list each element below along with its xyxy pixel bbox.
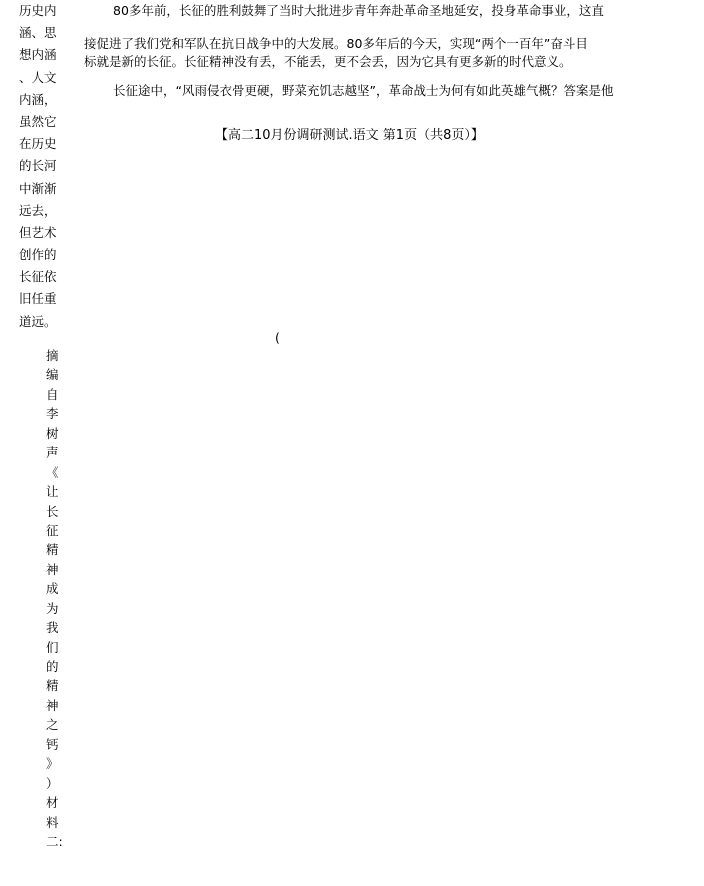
left-line: 创作的 xyxy=(19,247,57,263)
vertical-char: 我 xyxy=(46,620,59,636)
left-line: 但艺术 xyxy=(19,224,57,240)
left-line: 、人文 xyxy=(19,69,57,85)
vertical-char: 声 xyxy=(46,445,59,461)
vertical-char: 二: xyxy=(46,833,63,849)
vertical-char: 自 xyxy=(46,386,59,402)
vertical-char: 钙 xyxy=(46,736,59,752)
paragraph-line-4: 长征途中，“风雨侵衣骨更硬，野菜充饥志越坚”，革命战士为何有如此英雄气概？答案是他 xyxy=(113,83,614,98)
vertical-char: 们 xyxy=(46,639,59,655)
vertical-char: 树 xyxy=(46,425,59,441)
page-footer: 【高二10月份调研测试.语文 第1页（共8页）】 xyxy=(215,128,484,143)
left-line: 的长河 xyxy=(19,158,57,174)
vertical-char: 《 xyxy=(46,464,59,480)
left-line: 内涵， xyxy=(19,91,57,107)
vertical-char: 让 xyxy=(46,484,59,500)
left-line: 历史内 xyxy=(19,3,57,18)
left-line: 长征依 xyxy=(19,269,57,285)
vertical-char: 》 xyxy=(46,756,59,772)
stray-parenthesis: ( xyxy=(275,330,280,345)
vertical-char: 征 xyxy=(46,522,59,538)
paragraph-line-3: 标就是新的长征。长征精神没有丢，不能丢，更不会丢，因为它具有更多新的时代意义。 xyxy=(84,54,572,69)
source-vertical-column xyxy=(46,346,70,851)
left-line: 远去， xyxy=(19,202,57,218)
left-line: 在历史 xyxy=(19,136,57,152)
vertical-char: 精 xyxy=(46,678,59,694)
left-line: 想内涵 xyxy=(19,47,57,63)
left-line: 道远。 xyxy=(19,313,57,329)
vertical-char: 为 xyxy=(46,600,59,616)
left-line: 旧任重 xyxy=(19,291,57,307)
vertical-char: 的 xyxy=(46,659,59,674)
vertical-char: 精 xyxy=(46,542,59,558)
vertical-char: 材 xyxy=(46,795,59,811)
left-line: 中渐渐 xyxy=(19,180,57,196)
vertical-char: 之 xyxy=(46,717,59,733)
vertical-char: 神 xyxy=(46,561,59,577)
vertical-char: ） xyxy=(46,775,59,791)
left-column-text xyxy=(19,0,67,333)
vertical-char: 编 xyxy=(46,367,59,383)
left-line: 虽然它 xyxy=(19,113,57,129)
vertical-char: 长 xyxy=(46,503,59,519)
left-line: 涵、思 xyxy=(19,25,57,41)
paragraph-line-1: 80多年前，长征的胜利鼓舞了当时大批进步青年奔赴革命圣地延安，投身革命事业，这直 xyxy=(113,3,604,18)
vertical-char: 成 xyxy=(46,581,59,597)
paragraph-line-2: 接促进了我们党和军队在抗日战争中的大发展。80多年后的今天，实现“两个一百年”奋斗目 xyxy=(84,36,588,51)
vertical-char: 神 xyxy=(46,697,59,713)
vertical-char: 料 xyxy=(46,814,59,830)
vertical-char: 摘 xyxy=(46,348,59,363)
vertical-char: 李 xyxy=(46,406,59,422)
